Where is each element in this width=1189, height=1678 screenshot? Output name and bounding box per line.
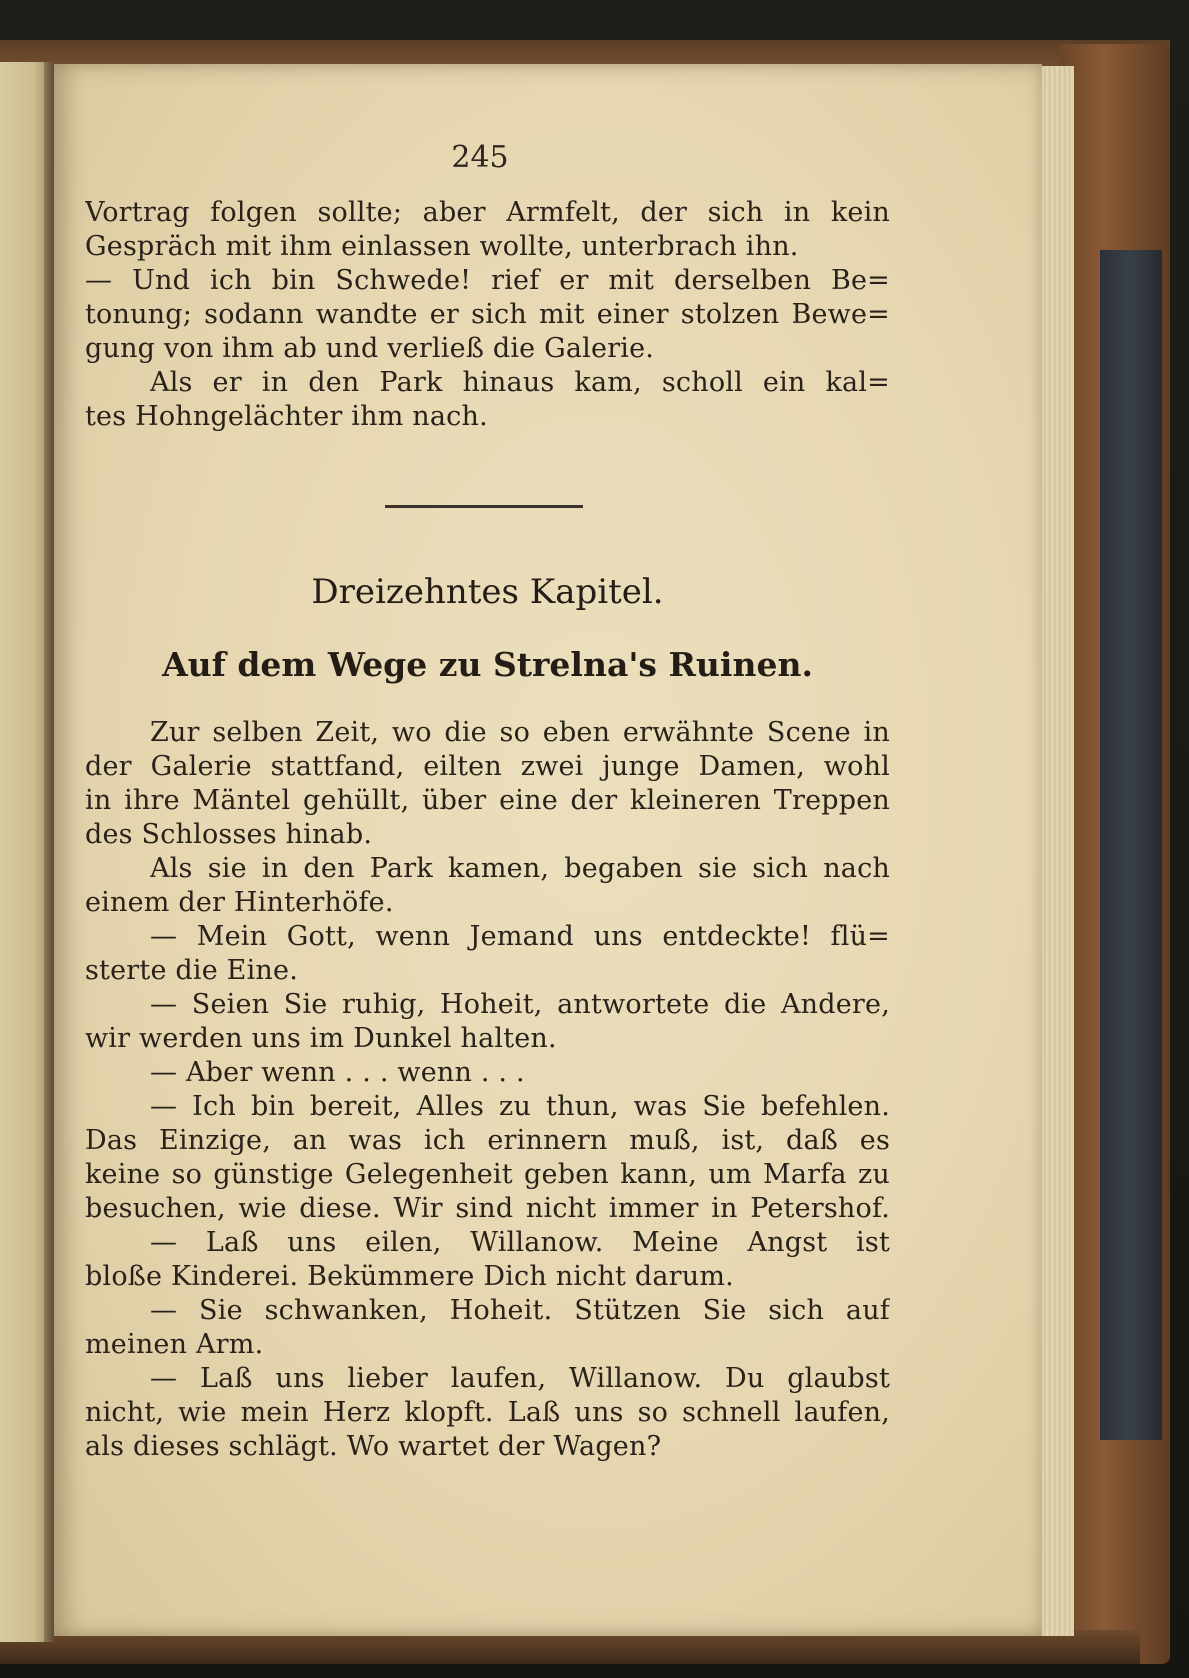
text-line: nicht, wie mein Herz klopft. Laß uns so schnell laufen,: [85, 1397, 890, 1428]
text-line: Das Einzige, an was ich erinnern muß, ist, daß es: [85, 1125, 890, 1156]
text-line: Zur selben Zeit, wo die so eben erwähnte Scene in: [150, 717, 890, 748]
text-line: — Sie schwanken, Hoheit. Stützen Sie sich auf: [150, 1295, 890, 1326]
text-line: — Laß uns eilen, Willanow. Meine Angst ist: [150, 1227, 890, 1258]
text-line: keine so günstige Gelegenheit geben kann, um Marfa zu: [85, 1159, 890, 1190]
chapter-title: Dreizehntes Kapitel.: [311, 572, 664, 612]
text-line: der Galerie stattfand, eilten zwei junge Damen, wohl: [85, 751, 890, 782]
text-line: — Und ich bin Schwede! rief er mit derselben Be=: [85, 265, 890, 296]
section-divider: [385, 505, 583, 508]
text-line: tonung; sodann wandte er sich mit einer stolzen Bewe=: [85, 299, 890, 330]
text-line: — Mein Gott, wenn Jemand uns entdeckte! flü=: [150, 921, 890, 952]
text-line: als dieses schlägt. Wo wartet der Wagen?: [85, 1431, 662, 1462]
text-line: in ihre Mäntel gehüllt, über eine der kleineren Treppen: [85, 785, 890, 816]
text-line: tes Hohngelächter ihm nach.: [85, 401, 488, 432]
text-line: Gespräch mit ihm einlassen wollte, unterbrach ihn.: [85, 231, 799, 262]
text-line: wir werden uns im Dunkel halten.: [85, 1023, 557, 1054]
text-line: — Aber wenn . . . wenn . . .: [150, 1057, 525, 1088]
text-line: Als sie in den Park kamen, begaben sie sich nach: [150, 853, 890, 884]
chapter-subtitle: Auf dem Wege zu Strelna's Ruinen.: [162, 645, 813, 684]
text-line: Als er in den Park hinaus kam, scholl ein kal=: [150, 367, 890, 398]
book-cover-spine-cloth: [1100, 250, 1162, 1440]
text-line: des Schlosses hinab.: [85, 819, 373, 850]
text-line: sterte die Eine.: [85, 955, 298, 986]
text-line: — Ich bin bereit, Alles zu thun, was Sie befehlen.: [150, 1091, 890, 1122]
text-line: — Laß uns lieber laufen, Willanow. Du glaubst: [150, 1363, 890, 1394]
facing-page-edge: [0, 62, 48, 1642]
text-line: gung von ihm ab und verließ die Galerie.: [85, 333, 655, 364]
page-number: 245: [451, 140, 509, 175]
text-line: meinen Arm.: [85, 1329, 264, 1360]
text-line: — Seien Sie ruhig, Hoheit, antwortete die Andere,: [150, 989, 890, 1020]
text-line: Vortrag folgen sollte; aber Armfelt, der sich in kein: [85, 197, 890, 228]
text-line: einem der Hinterhöfe.: [85, 887, 394, 918]
page-gutter: [44, 62, 54, 1642]
text-line: bloße Kinderei. Bekümmere Dich nicht darum.: [85, 1261, 734, 1292]
text-line: besuchen, wie diese. Wir sind nicht immer in Petershof.: [85, 1193, 890, 1224]
